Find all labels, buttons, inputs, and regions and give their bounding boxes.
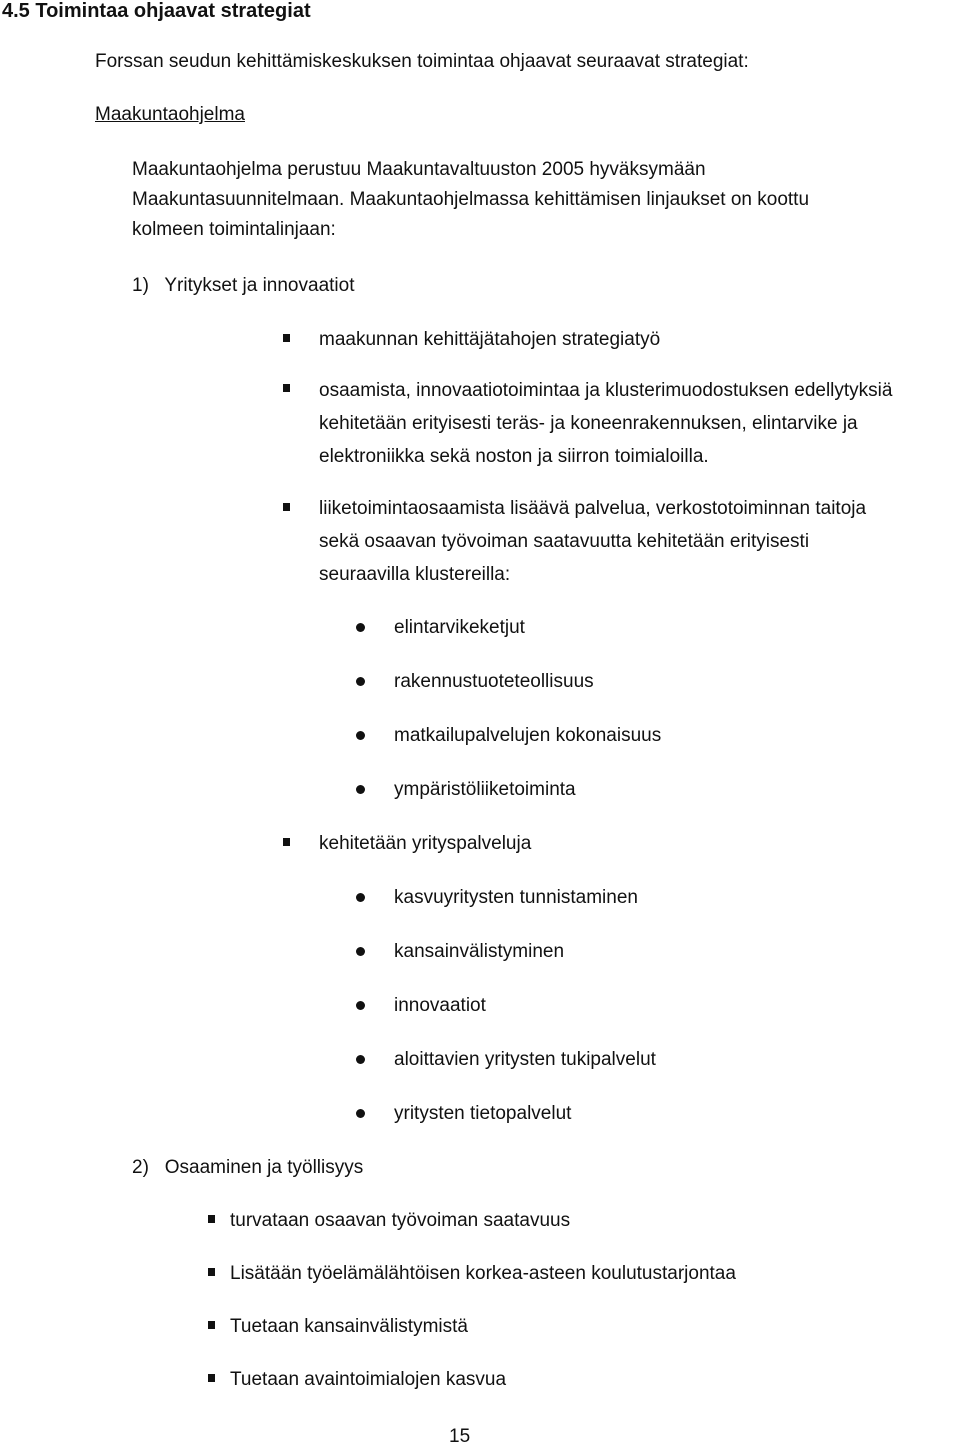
paragraph-line-2: Maakuntasuunnitelmaan. Maakuntaohjelmassa kehittämisen linjaukset on koottu bbox=[132, 189, 810, 210]
square-bullet-icon bbox=[283, 384, 290, 392]
square-bullet-icon bbox=[208, 1215, 215, 1223]
round-bullet-icon bbox=[356, 785, 365, 794]
list-item-continuation: elektroniikka sekä noston ja siirron toimialoilla. bbox=[319, 446, 709, 467]
round-bullet-icon bbox=[356, 1055, 365, 1064]
page-number: 15 bbox=[449, 1426, 471, 1447]
section-heading: 4.5 Toimintaa ohjaavat strategiat bbox=[2, 0, 311, 22]
sub-list-item: ympäristöliiketoiminta bbox=[394, 779, 576, 800]
square-bullet-icon bbox=[283, 838, 290, 846]
square-bullet-icon bbox=[208, 1321, 215, 1329]
sub-list-item: rakennustuoteteollisuus bbox=[394, 671, 594, 692]
sub-list-item: yritysten tietopalvelut bbox=[394, 1103, 572, 1124]
list-item: maakunnan kehittäjätahojen strategiatyö bbox=[319, 329, 661, 350]
list-item-continuation: kehitetään erityisesti teräs- ja koneenrakennuksen, elintarvike ja bbox=[319, 413, 858, 434]
sub-list-item: kansainvälistyminen bbox=[394, 941, 565, 962]
sub-list-item: elintarvikeketjut bbox=[394, 617, 525, 638]
list-item-continuation: sekä osaavan työvoiman saatavuutta kehitetään erityisesti bbox=[319, 531, 810, 552]
section-2-title: 2) Osaaminen ja työllisyys bbox=[132, 1157, 364, 1178]
sub-list-item: innovaatiot bbox=[394, 995, 486, 1016]
paragraph-line-1: Maakuntaohjelma perustuu Maakuntavaltuuston 2005 hyväksymään bbox=[132, 159, 706, 180]
intro-text: Forssan seudun kehittämiskeskuksen toimintaa ohjaavat seuraavat strategiat: bbox=[95, 51, 749, 72]
round-bullet-icon bbox=[356, 677, 365, 686]
paragraph-line-3: kolmeen toimintalinjaan: bbox=[132, 219, 336, 240]
round-bullet-icon bbox=[356, 947, 365, 956]
list-item: liiketoimintaosaamista lisäävä palvelua, verkostotoiminnan taitoja bbox=[319, 498, 867, 519]
subheading-maakuntaohjelma: Maakuntaohjelma bbox=[95, 104, 245, 125]
section-1-title: 1) Yritykset ja innovaatiot bbox=[132, 275, 355, 296]
round-bullet-icon bbox=[356, 1109, 365, 1118]
list-item-continuation: seuraavilla klustereilla: bbox=[319, 564, 511, 585]
list-item: kehitetään yrityspalveluja bbox=[319, 833, 532, 854]
sub-list-item: kasvuyritysten tunnistaminen bbox=[394, 887, 638, 908]
list-item: turvataan osaavan työvoiman saatavuus bbox=[230, 1210, 571, 1231]
sub-list-item: matkailupalvelujen kokonaisuus bbox=[394, 725, 662, 746]
list-item: osaamista, innovaatiotoimintaa ja klusterimuodostuksen edellytyksiä bbox=[319, 380, 893, 401]
list-item: Tuetaan kansainvälistymistä bbox=[230, 1316, 468, 1337]
square-bullet-icon bbox=[283, 503, 290, 511]
round-bullet-icon bbox=[356, 731, 365, 740]
round-bullet-icon bbox=[356, 893, 365, 902]
list-item: Tuetaan avaintoimialojen kasvua bbox=[230, 1369, 507, 1390]
list-item: Lisätään työelämälähtöisen korkea-asteen koulutustarjontaa bbox=[230, 1263, 736, 1284]
square-bullet-icon bbox=[208, 1374, 215, 1382]
sub-list-item: aloittavien yritysten tukipalvelut bbox=[394, 1049, 656, 1070]
square-bullet-icon bbox=[283, 334, 290, 342]
round-bullet-icon bbox=[356, 623, 365, 632]
square-bullet-icon bbox=[208, 1268, 215, 1276]
round-bullet-icon bbox=[356, 1001, 365, 1010]
